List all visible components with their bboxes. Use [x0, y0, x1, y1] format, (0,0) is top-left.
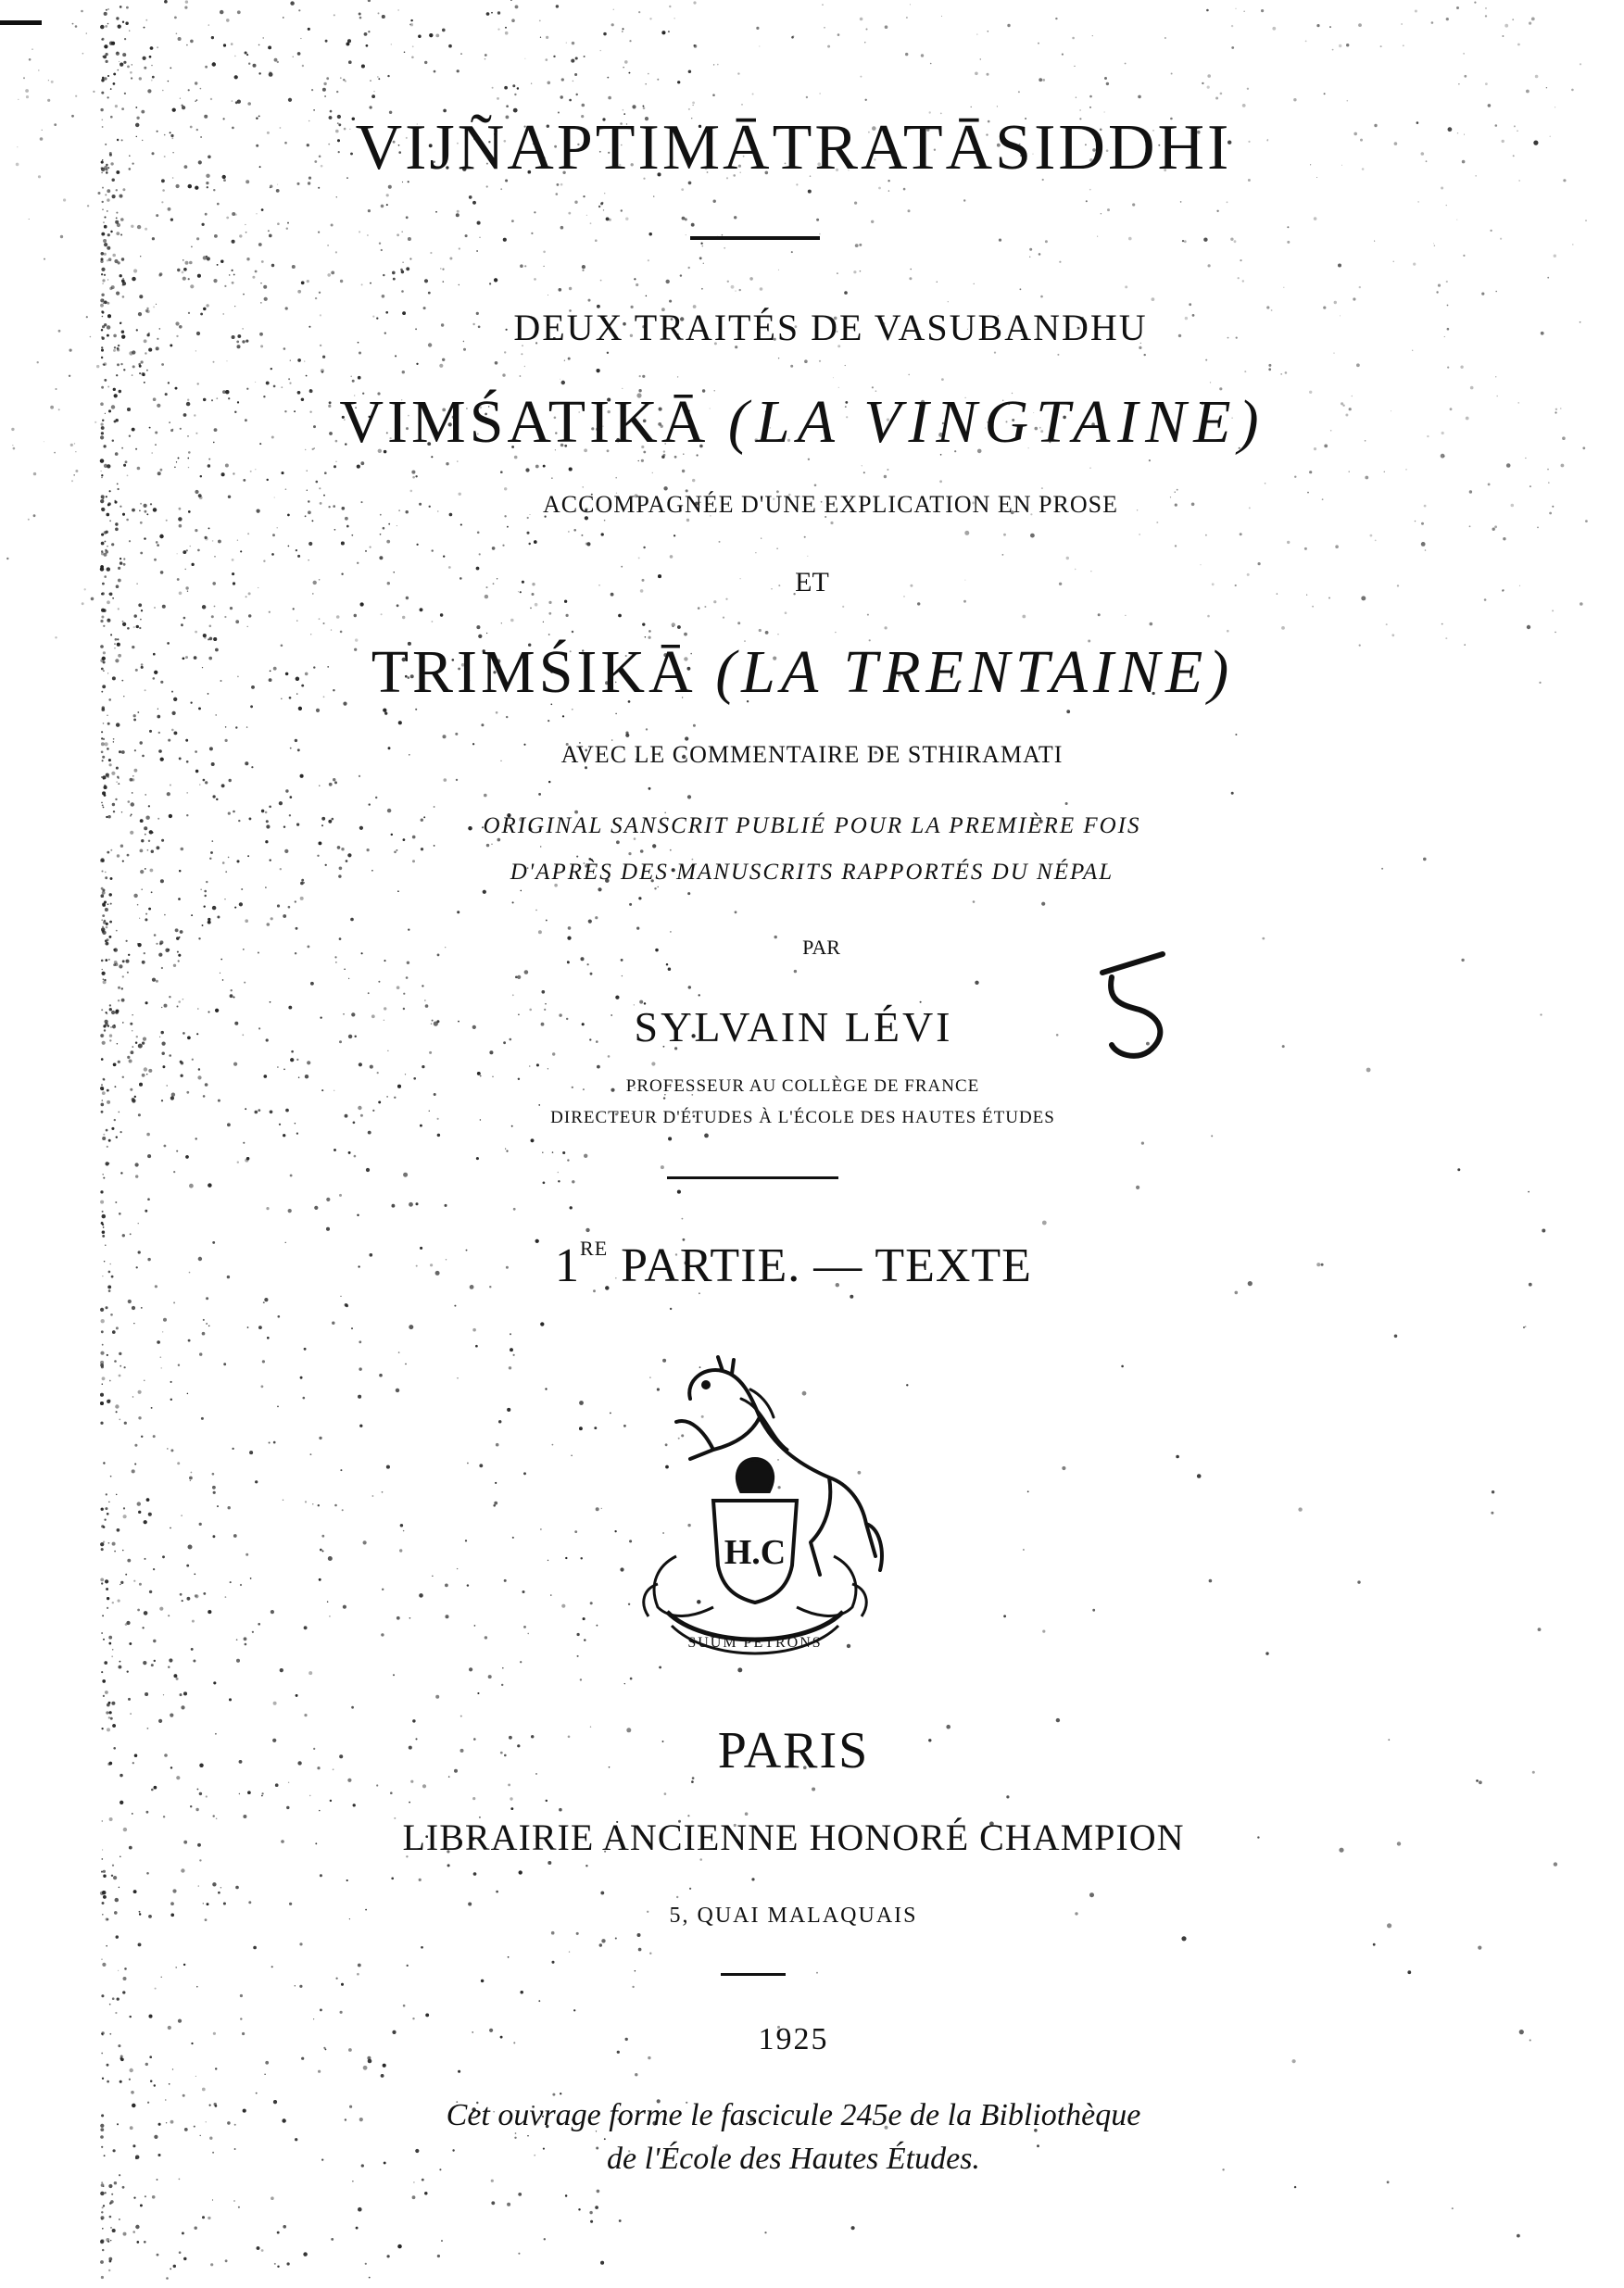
banner-motto: SUUM PETRONS — [687, 1635, 823, 1651]
original-line-2: D'APRÈS DES MANUSCRITS RAPPORTÉS DU NÉPAL — [510, 860, 1114, 885]
shield-monogram: H.C — [724, 1533, 787, 1572]
margin-mark-text: 5 — [991, 843, 992, 844]
work1-description: ACCOMPAGNÉE D'UNE EXPLICATION EN PROSE — [543, 491, 1118, 518]
work2-gloss: (LA TRENTAINE) — [715, 638, 1235, 706]
series-note-2: de l'École des Hautes Études. — [607, 2142, 980, 2176]
part-number: 1 — [555, 1239, 581, 1292]
publisher-address: 5, QUAI MALAQUAIS — [669, 1904, 918, 1928]
corner-mark — [0, 20, 42, 25]
title-rule — [690, 236, 820, 240]
series-note-1: Cet ouvrage forme le fascicule 245e de la Bibliothèque — [446, 2098, 1141, 2132]
author-title-2: DIRECTEUR D'ÉTUDES À L'ÉCOLE DES HAUTES ÉTUDES — [550, 1108, 1055, 1127]
subtitle: DEUX TRAITÉS DE VASUBANDHU — [513, 307, 1148, 348]
work2-heading — [9, 637, 1596, 708]
work2-description: AVEC LE COMMENTAIRE DE STHIRAMATI — [560, 741, 1064, 768]
author-name: SYLVAIN LÉVI — [634, 1003, 953, 1050]
conjunction: ET — [795, 567, 829, 597]
publisher-name: LIBRAIRIE ANCIENNE HONORÉ CHAMPION — [402, 1817, 1185, 1858]
work1-name: VIMŚATIKĀ — [339, 388, 710, 456]
work1-gloss: (LA VINGTAINE) — [727, 388, 1266, 456]
part-suffix: RE — [580, 1237, 609, 1260]
publisher-emblem — [602, 1343, 908, 1677]
address-rule — [721, 1973, 786, 1976]
work1-heading — [9, 387, 1596, 458]
part-heading — [0, 1237, 1587, 1293]
original-line-1: ORIGINAL SANSCRIT PUBLIÉ POUR LA PREMIÈRE FOIS — [483, 813, 1141, 838]
author-rule — [667, 1176, 838, 1179]
publication-city: PARIS — [717, 1722, 870, 1779]
author-title-1: PROFESSEUR AU COLLÈGE DE FRANCE — [625, 1076, 980, 1096]
main-title: VIJÑAPTIMĀTRATĀSIDDHI — [355, 112, 1232, 183]
part-label: PARTIE. — TEXTE — [621, 1239, 1032, 1292]
work2-name: TRIMŚIKĀ — [371, 638, 697, 706]
by-label: PAR — [802, 936, 840, 959]
publication-year: 1925 — [758, 2022, 829, 2056]
handwritten-mark — [991, 843, 1214, 1065]
